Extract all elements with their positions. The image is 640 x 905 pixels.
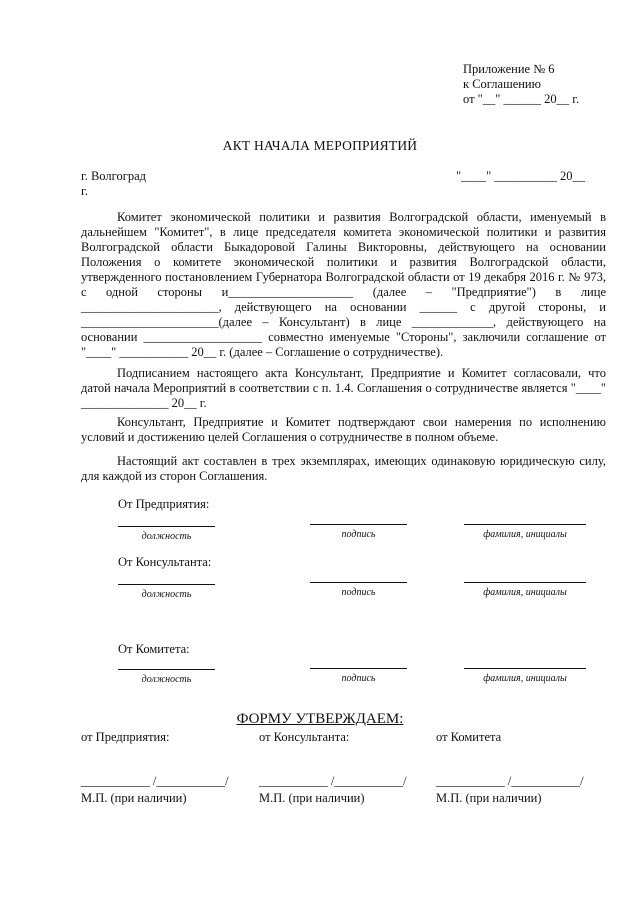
stamp-label-enterprise: М.П. (при наличии) xyxy=(81,791,187,805)
caption-name: фамилия, инициалы xyxy=(483,587,567,598)
signature-line-name xyxy=(464,524,586,525)
caption-sign: подпись xyxy=(341,529,376,540)
signature-line-sign xyxy=(310,668,407,669)
signature-line-name xyxy=(464,582,586,583)
paragraph-parties: Комитет экономической политики и развития Волгоградской области, именуемый в дальнейшем "Комитет", в лице председателя комитета экономической политики и развития Волгоградской области Быкадоровой Галины Викторовны, действующего на основании Положения о комитете экономической политики и развития Волгоградской области, утвержденного постановлением Губернатора Волгоградской области от 19 декабря 2016 г. № 973, с одной стороны и____________________ (далее – "Предприятие") в лице ______________________, действующего на основании ______ с другой стороны, и ______________________(далее – Консультант) в лице _____________, действующего на основании ___________________ совместно именуемые "Стороны", заключили соглашение от "____" ___________ 20__ г. (далее – Соглашение о сотрудничестве). xyxy=(81,210,606,359)
approval-signature-line-consultant: ___________ /___________/ xyxy=(259,774,407,788)
approval-heading xyxy=(0,712,640,727)
signature-line-position xyxy=(118,584,215,585)
signature-label-committee: От Комитета: xyxy=(118,642,190,656)
approval-signature-line-enterprise: ___________ /___________/ xyxy=(81,774,229,788)
caption-position: должность xyxy=(141,531,192,542)
approval-from-committee: от Комитета xyxy=(436,730,502,744)
signature-line-position xyxy=(118,526,215,527)
document-title: АКТ НАЧАЛА МЕРОПРИЯТИЙ xyxy=(222,138,418,153)
stamp-label-consultant: М.П. (при наличии) xyxy=(259,791,365,805)
appendix-line-1: Приложение № 6 xyxy=(463,62,555,76)
signature-line-name xyxy=(464,668,586,669)
caption-position: должность xyxy=(141,674,192,685)
signature-line-sign xyxy=(310,582,407,583)
city-block xyxy=(81,169,221,199)
approval-signature-line-committee: ___________ /___________/ xyxy=(436,774,584,788)
approval-heading-text: ФОРМУ УТВЕРЖДАЕМ: xyxy=(236,711,404,727)
caption-position: должность xyxy=(141,589,192,600)
caption-sign: подпись xyxy=(341,673,376,684)
city-suffix: г. xyxy=(81,184,88,198)
appendix-block xyxy=(463,62,633,107)
signature-line-sign xyxy=(310,524,407,525)
document-date: "____" __________ 20__ xyxy=(456,169,585,183)
caption-name: фамилия, инициалы xyxy=(483,673,567,684)
signature-label-consultant: От Консультанта: xyxy=(118,555,212,569)
appendix-line-3: от "__" ______ 20__ г. xyxy=(463,92,580,106)
caption-name: фамилия, инициалы xyxy=(483,529,567,540)
signature-line-position xyxy=(118,669,215,670)
signature-label-enterprise: От Предприятия: xyxy=(118,497,210,511)
paragraph-confirmation: Консультант, Предприятие и Комитет подтверждают свои намерения по исполнению условий и достижению целей Соглашения о сотрудничестве в полном объеме. xyxy=(81,415,606,444)
stamp-label-committee: М.П. (при наличии) xyxy=(436,791,542,805)
approval-from-enterprise: от Предприятия: xyxy=(81,730,170,744)
paragraph-start-date: Подписанием настоящего акта Консультант, Предприятие и Комитет согласовали, что датой начала Мероприятий в соответствии с п. 1.4. Соглашения о сотрудничестве является "____" ______________ 20__ г. xyxy=(81,366,606,410)
caption-sign: подпись xyxy=(341,587,376,598)
city-name: г. Волгоград xyxy=(81,169,146,183)
paragraph-copies: Настоящий акт составлен в трех экземплярах, имеющих одинаковую юридическую силу, для каждой из сторон Соглашения. xyxy=(81,454,606,483)
appendix-line-2: к Соглашению xyxy=(463,77,541,91)
approval-from-consultant: от Консультанта: xyxy=(259,730,350,744)
